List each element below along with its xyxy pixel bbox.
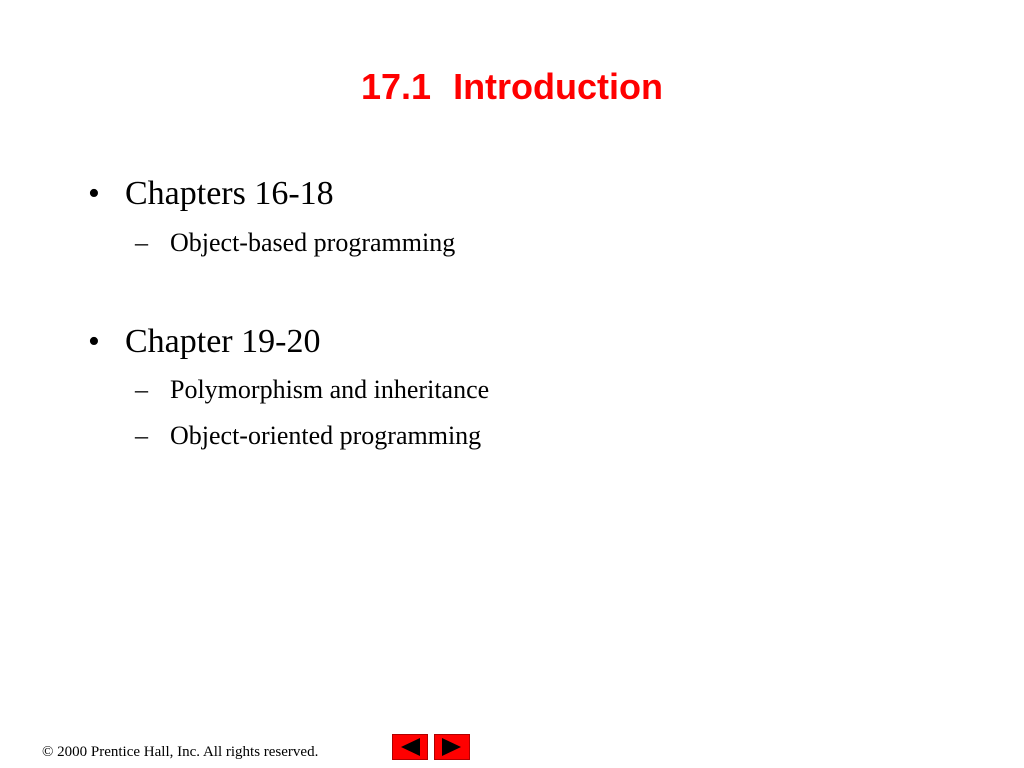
left-arrow-icon [393, 735, 427, 759]
sub-bullet-marker: – [135, 421, 148, 450]
copyright-footer: © 2000 Prentice Hall, Inc. All rights reserved. [42, 744, 319, 760]
bullet-item [88, 174, 334, 214]
right-arrow-icon [435, 735, 469, 759]
section-title: Introduction [453, 66, 664, 107]
section-number: 17.1 [360, 66, 432, 107]
bullet-marker: • [88, 175, 100, 212]
sub-bullet-text: Object-based programming [170, 228, 456, 257]
sub-bullet-marker: – [135, 375, 148, 404]
sub-bullet-item [135, 227, 455, 259]
sub-bullet-marker: – [135, 228, 148, 257]
bullet-marker: • [88, 323, 100, 360]
bullet-item [88, 322, 320, 362]
previous-slide-button[interactable] [392, 734, 428, 760]
slide-title [0, 62, 1024, 112]
bullet-text: Chapters 16-18 [125, 175, 334, 212]
sub-bullet-item [135, 374, 489, 406]
sub-bullet-text: Object-oriented programming [170, 421, 482, 450]
sub-bullet-text: Polymorphism and inheritance [170, 375, 490, 404]
sub-bullet-item [135, 420, 481, 452]
next-slide-button[interactable] [434, 734, 470, 760]
bullet-text: Chapter 19-20 [125, 323, 321, 360]
